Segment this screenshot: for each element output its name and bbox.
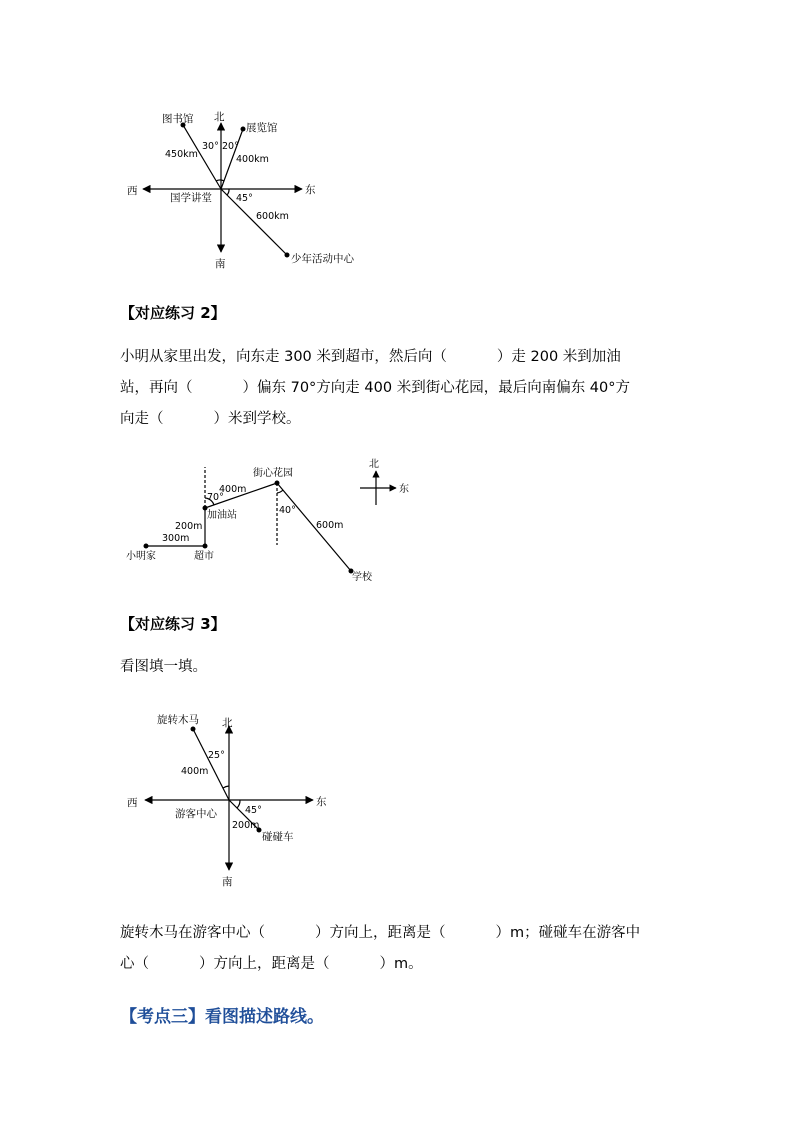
exercise-3-heading: 【对应练习 3】 bbox=[120, 615, 226, 633]
label-bumper: 碰碰车 bbox=[262, 831, 294, 843]
exercise-2-heading: 【对应练习 2】 bbox=[120, 304, 226, 322]
label-south: 南 bbox=[222, 876, 233, 888]
label-center: 游客中心 bbox=[175, 808, 217, 820]
label-angle-gas: 70° bbox=[207, 492, 224, 503]
label-garden: 街心花园 bbox=[253, 468, 293, 479]
point-super bbox=[203, 544, 208, 549]
point-garden bbox=[275, 481, 280, 486]
exercise-3-line-1-c: ）m；碰碰车在游客中 bbox=[495, 925, 641, 941]
label-library: 图书馆 bbox=[162, 113, 194, 125]
exercise-3-line-2 bbox=[120, 949, 680, 980]
label-dist-gas-garden: 400m bbox=[219, 484, 247, 495]
label-dist-garden-school: 600m bbox=[316, 520, 344, 531]
label-north: 北 bbox=[222, 717, 233, 729]
exercise-2-line-1-a: 小明从家里出发，向东走 300 米到超市，然后向（ bbox=[120, 349, 447, 365]
section-3-heading: 【考点三】看图描述路线。 bbox=[120, 1007, 324, 1027]
exercise-2-line-3 bbox=[120, 404, 680, 435]
label-center: 国学讲堂 bbox=[170, 192, 212, 204]
label-home: 小明家 bbox=[126, 551, 156, 562]
label-compass-east: 东 bbox=[399, 484, 409, 495]
label-bumper-dist: 200m bbox=[232, 820, 260, 831]
exercise-3-intro: 看图填一填。 bbox=[120, 659, 207, 675]
label-school: 学校 bbox=[352, 572, 372, 583]
exercise-3-line-2-b: ）方向上，距离是（ bbox=[199, 956, 330, 972]
line-youth bbox=[221, 189, 287, 255]
exercise-2-line-3-b: ）米到学校。 bbox=[213, 411, 301, 427]
label-east: 东 bbox=[316, 796, 327, 808]
exercise-3-text bbox=[120, 918, 680, 980]
exercise-2-line-1-b: ）走 200 米到加油 bbox=[496, 349, 621, 365]
label-exhibition-angle: 20° bbox=[222, 141, 239, 152]
label-carousel-angle: 25° bbox=[208, 750, 225, 761]
label-dist-home-super: 300m bbox=[162, 533, 190, 544]
label-library-angle: 30° bbox=[202, 141, 219, 152]
label-bumper-angle: 45° bbox=[245, 805, 262, 816]
point-exhibition bbox=[241, 127, 246, 132]
label-angle-garden: 40° bbox=[279, 505, 296, 516]
label-dist-super-gas: 200m bbox=[175, 521, 203, 532]
label-super: 超市 bbox=[194, 551, 214, 562]
label-west: 西 bbox=[127, 797, 138, 809]
exercise-3-line-1-b: ）方向上，距离是（ bbox=[315, 925, 446, 941]
point-home bbox=[144, 544, 149, 549]
exercise-3-line-1-a: 旋转木马在游客中心（ bbox=[120, 925, 265, 941]
exercise-3-line-2-a: 心（ bbox=[120, 956, 149, 972]
exercise-2-line-2 bbox=[120, 373, 680, 404]
label-west: 西 bbox=[127, 185, 138, 197]
label-carousel-dist: 400m bbox=[181, 766, 209, 777]
exercise-2-text bbox=[120, 342, 680, 435]
label-north: 北 bbox=[214, 111, 225, 123]
exercise-2-line-1 bbox=[120, 342, 680, 373]
exercise-3-line-1 bbox=[120, 918, 680, 949]
label-youth: 少年活动中心 bbox=[291, 253, 354, 265]
figure-1-direction-map bbox=[0, 0, 794, 280]
point-carousel bbox=[191, 727, 196, 732]
figure-3-direction-map bbox=[0, 700, 794, 900]
label-south: 南 bbox=[215, 258, 226, 270]
label-exhibition-dist: 400km bbox=[236, 154, 269, 165]
exercise-3-line-2-c: ）m。 bbox=[379, 956, 423, 972]
label-youth-angle: 45° bbox=[236, 193, 253, 204]
label-exhibition: 展览馆 bbox=[246, 122, 278, 134]
label-compass-north: 北 bbox=[369, 459, 379, 470]
label-youth-dist: 600km bbox=[256, 211, 289, 222]
line-carousel bbox=[193, 729, 229, 800]
point-youth bbox=[285, 253, 290, 258]
label-gas: 加油站 bbox=[207, 510, 237, 521]
exercise-2-line-2-a: 站，再向（ bbox=[120, 380, 193, 396]
exercise-2-line-3-a: 向走（ bbox=[120, 411, 164, 427]
label-library-dist: 450km bbox=[165, 149, 198, 160]
figure-2-route-map bbox=[0, 450, 794, 590]
label-carousel: 旋转木马 bbox=[157, 714, 199, 726]
label-east: 东 bbox=[305, 184, 316, 196]
exercise-2-line-2-b: ）偏东 70°方向走 400 米到街心花园，最后向南偏东 40°方 bbox=[242, 380, 631, 396]
